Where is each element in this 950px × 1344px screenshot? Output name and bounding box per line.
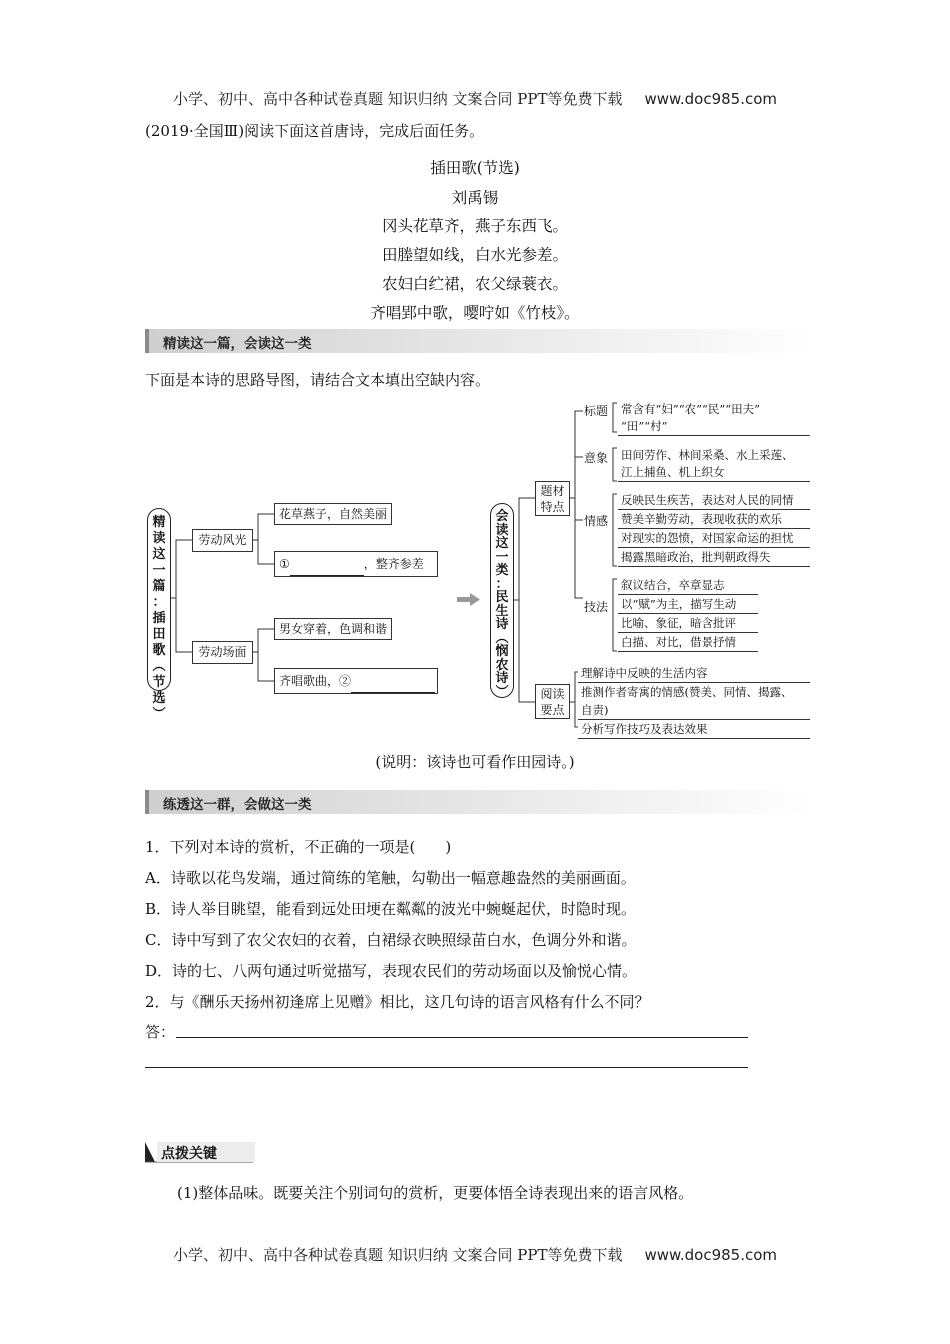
arrow-icon <box>457 593 480 606</box>
list-item: 推测作者寄寓的情感(赞美、同情、揭露、 <box>581 685 793 699</box>
poem-line: 田塍望如线，白水光参差。 <box>381 246 568 264</box>
connector-line <box>519 600 535 702</box>
answer-blank-1[interactable] <box>290 561 364 576</box>
poem-title: 插田歌(节选) <box>430 159 520 177</box>
question-intro: (2019·全国Ⅲ)阅读下面这首唐诗，完成后面任务。 <box>145 122 485 140</box>
connector-line <box>570 672 578 702</box>
question-2: 2．与《酬乐天扬州初逢席上见赠》相比，这几句诗的语言风格有什么不同？ <box>145 993 650 1011</box>
connector-line <box>258 652 274 681</box>
list-item: 赞美辛勤劳动，表现收获的欢乐 <box>618 510 810 529</box>
connector-line <box>253 629 274 652</box>
option-d[interactable]: D．诗的七、八两句通过听觉描写，表现农民们的劳动场面以及愉悦心情。 <box>145 962 638 980</box>
list-item: 自责) <box>578 701 810 720</box>
left-root-label: 精 读 这 一 篇 ： 插 田 歌 ︵ 节 选 ︶ <box>147 508 171 691</box>
answer-blank-2[interactable] <box>351 678 435 693</box>
connector-line <box>514 498 535 600</box>
option-c[interactable]: C．诗中写到了农父农妇的衣着，白裙绿衣映照绿苗白水，色调分外和谐。 <box>145 931 637 949</box>
item-clothing: 男女穿着，色调和谐 <box>274 618 392 640</box>
header-text: 小学、初中、高中各种试卷真题 知识归纳 文案合同 PPT等免费下载 <box>172 90 623 108</box>
tip-tag <box>145 1140 255 1164</box>
poem-line: 冈头花草齐，燕子东西飞。 <box>381 217 568 235</box>
footer-url[interactable]: www.doc985.com <box>644 1246 778 1264</box>
answer-line[interactable] <box>176 1037 748 1038</box>
reading-points-label: 阅读 要点 <box>535 684 570 719</box>
mindmap-intro: 下面是本诗的思路导图，请结合文本填出空缺内容。 <box>145 371 491 389</box>
section-heading-1: 精读这一篇，会读这一类 <box>145 329 817 353</box>
item-flowers-swallows: 花草燕子，自然美丽 <box>274 503 392 525</box>
branch-labor-scenery: 劳动风光 <box>192 529 253 552</box>
category-emotion: 情感 <box>584 514 609 528</box>
list-item: 比喻、象征，暗含批评 <box>618 614 758 633</box>
technique-items <box>618 576 758 652</box>
list-item: 叙议结合，卒章显志 <box>618 576 758 595</box>
option-a[interactable]: A．诗歌以花鸟发端，通过简练的笔触，勾勒出一幅意趣盎然的美丽画面。 <box>145 869 636 887</box>
footer-text: 小学、初中、高中各种试卷真题 知识归纳 文案合同 PPT等免费下载 <box>172 1246 623 1264</box>
list-item: 对现实的怨愤，对国家命运的担忧 <box>618 529 810 548</box>
section-heading-2: 练透这一群，会做这一类 <box>145 790 817 814</box>
connector-line <box>253 514 274 540</box>
option-b[interactable]: B．诗人举目眺望，能看到远处田埂在粼粼的波光中蜿蜒起伏，时隐时现。 <box>145 900 637 918</box>
list-item: 白描、对比，借景抒情 <box>618 633 758 652</box>
answer-label: 答： <box>145 1023 176 1041</box>
category-title: 标题 <box>584 404 609 418</box>
category-imagery: 意象 <box>584 451 609 465</box>
emotion-items <box>618 491 810 567</box>
title-items: 常含有“妇”“农”“民”“田夫” “田”“村” <box>618 400 810 436</box>
poem-line: 齐唱郢中歌，嘤咛如《竹枝》。 <box>370 304 580 322</box>
tip-text: (1)整体品味。既要关注个别词句的赏析，更要体悟全诗表现出来的语言风格。 <box>177 1184 694 1202</box>
mindmap-note: (说明：该诗也可看作田园诗。) <box>375 753 575 771</box>
list-item: 揭露黑暗政治，批判朝政得失 <box>618 548 810 567</box>
imagery-items: 田间劳作、林间采桑、水上采莲、 江上捕鱼、机上织女 <box>618 446 810 482</box>
header-url[interactable]: www.doc985.com <box>644 90 778 108</box>
connector-line <box>575 498 583 598</box>
item-blank-1: ① ，整齐参差 <box>274 551 438 577</box>
reading-items <box>578 664 810 739</box>
topic-features-label: 题材 特点 <box>535 481 570 516</box>
right-root-label: 会 读 这 一 类 ： 民 生 诗 ︵ 悯 农 诗 ︶ <box>490 503 514 698</box>
question-1: 1．下列对本诗的赏析，不正确的一项是( ) <box>145 838 452 856</box>
branch-labor-scene: 劳动场面 <box>192 641 253 664</box>
connector-line <box>176 598 192 652</box>
connector-line <box>171 540 192 598</box>
poem-line: 农妇白纻裙，农父绿蓑衣。 <box>381 275 568 293</box>
answer-line[interactable] <box>145 1067 748 1068</box>
category-technique: 技法 <box>584 600 609 614</box>
poem-author: 刘禹锡 <box>451 189 499 207</box>
connector-line <box>258 540 274 564</box>
item-blank-2: 齐唱歌曲，② <box>274 668 438 694</box>
list-item: 理解诗中反映的生活内容 <box>578 664 810 683</box>
list-item: 分析写作技巧及表达效果 <box>578 720 810 739</box>
list-item: 反映民生疾苦，表达对人民的同情 <box>618 491 810 510</box>
tip-title: 点拨关键 <box>161 1146 217 1162</box>
page-footer <box>0 1244 950 1265</box>
connector-line <box>570 411 583 498</box>
list-item: 以“赋”为主，描写生动 <box>618 595 758 614</box>
